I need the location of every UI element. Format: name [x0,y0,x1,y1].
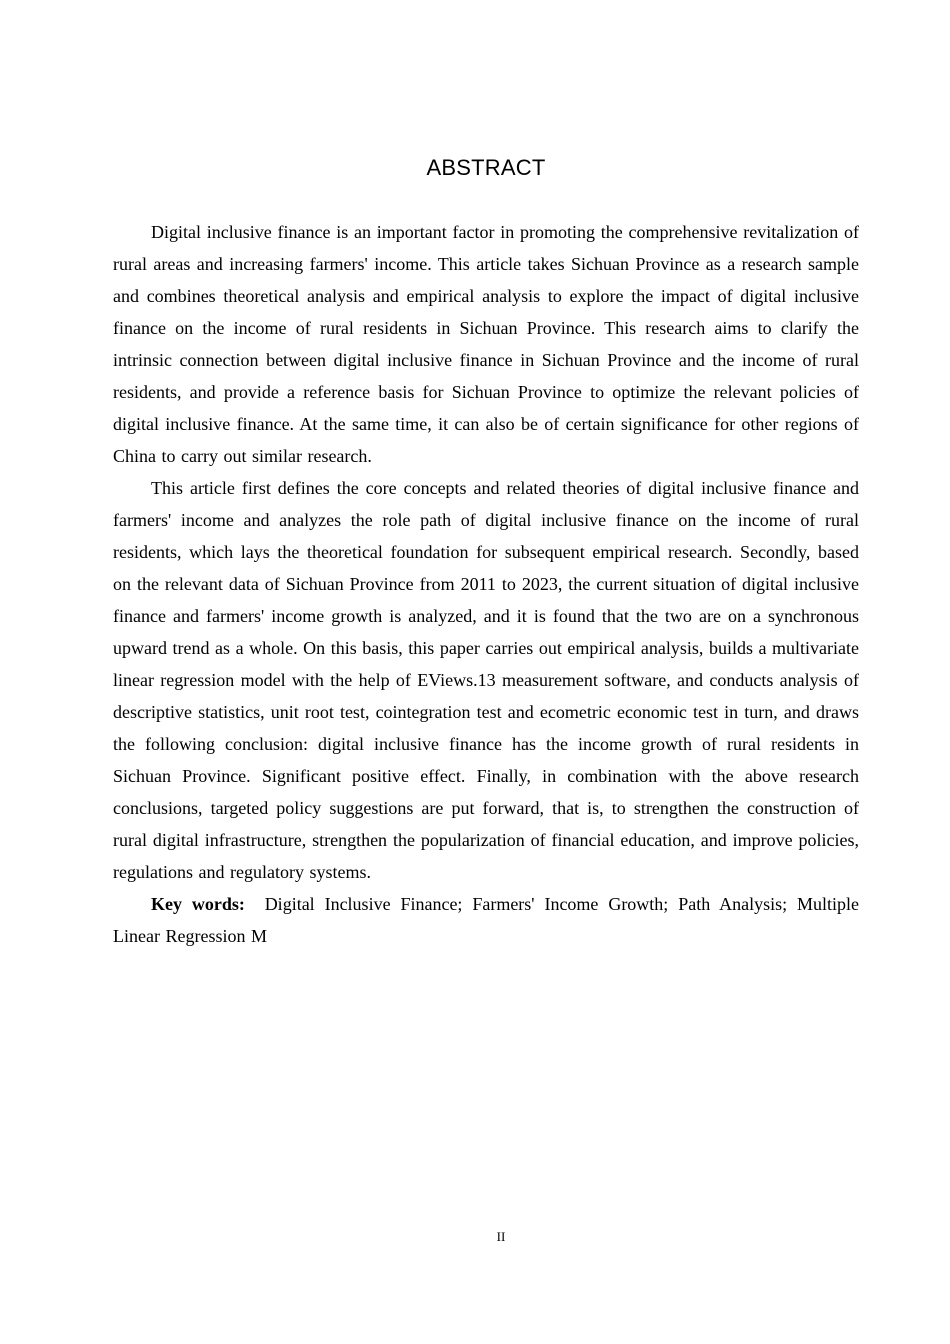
abstract-paragraph-2: This article first defines the core concepts and related theories of digital inclusive finance and farmers' income and analyzes the role path of digital inclusive finance on the income of rural residents, which lays the theoretical foundation for subsequent empirical research. Secondly, based on the relevant data of Sichuan Province from 2011 to 2023, the current situation of digital inclusive finance and farmers' income growth is analyzed, and it is found that the two are on a synchronous upward trend as a whole. On this basis, this paper carries out empirical analysis, builds a multivariate linear regression model with the help of EViews.13 measurement software, and conducts analysis of descriptive statistics, unit root test, cointegration test and ecometric economic test in turn, and draws the following conclusion: digital inclusive finance has the income growth of rural residents in Sichuan Province. Significant positive effect. Finally, in combination with the above research conclusions, targeted policy suggestions are put forward, that is, to strengthen the construction of rural digital infrastructure, strengthen the popularization of financial education, and improve policies, regulations and regulatory systems. [113,478,859,882]
keywords-label: Key words: [151,894,245,914]
abstract-title: ABSTRACT [426,155,546,180]
abstract-body [113,216,859,952]
abstract-paragraph-1: Digital inclusive finance is an important factor in promoting the comprehensive revitalization of rural areas and increasing farmers' income. This article takes Sichuan Province as a research sample and combines theoretical analysis and empirical analysis to explore the impact of digital inclusive finance on the income of rural residents in Sichuan Province. This research aims to clarify the intrinsic connection between digital inclusive finance in Sichuan Province and the income of rural residents, and provide a reference basis for Sichuan Province to optimize the relevant policies of digital inclusive finance. At the same time, it can also be of certain significance for other regions of China to carry out similar research. [113,222,859,466]
keywords-paragraph [113,888,859,952]
keywords-text: Digital Inclusive Finance; Farmers' Income Growth; Path Analysis; Multiple Linear Regression M [113,894,859,946]
page-number: II [496,1229,506,1244]
